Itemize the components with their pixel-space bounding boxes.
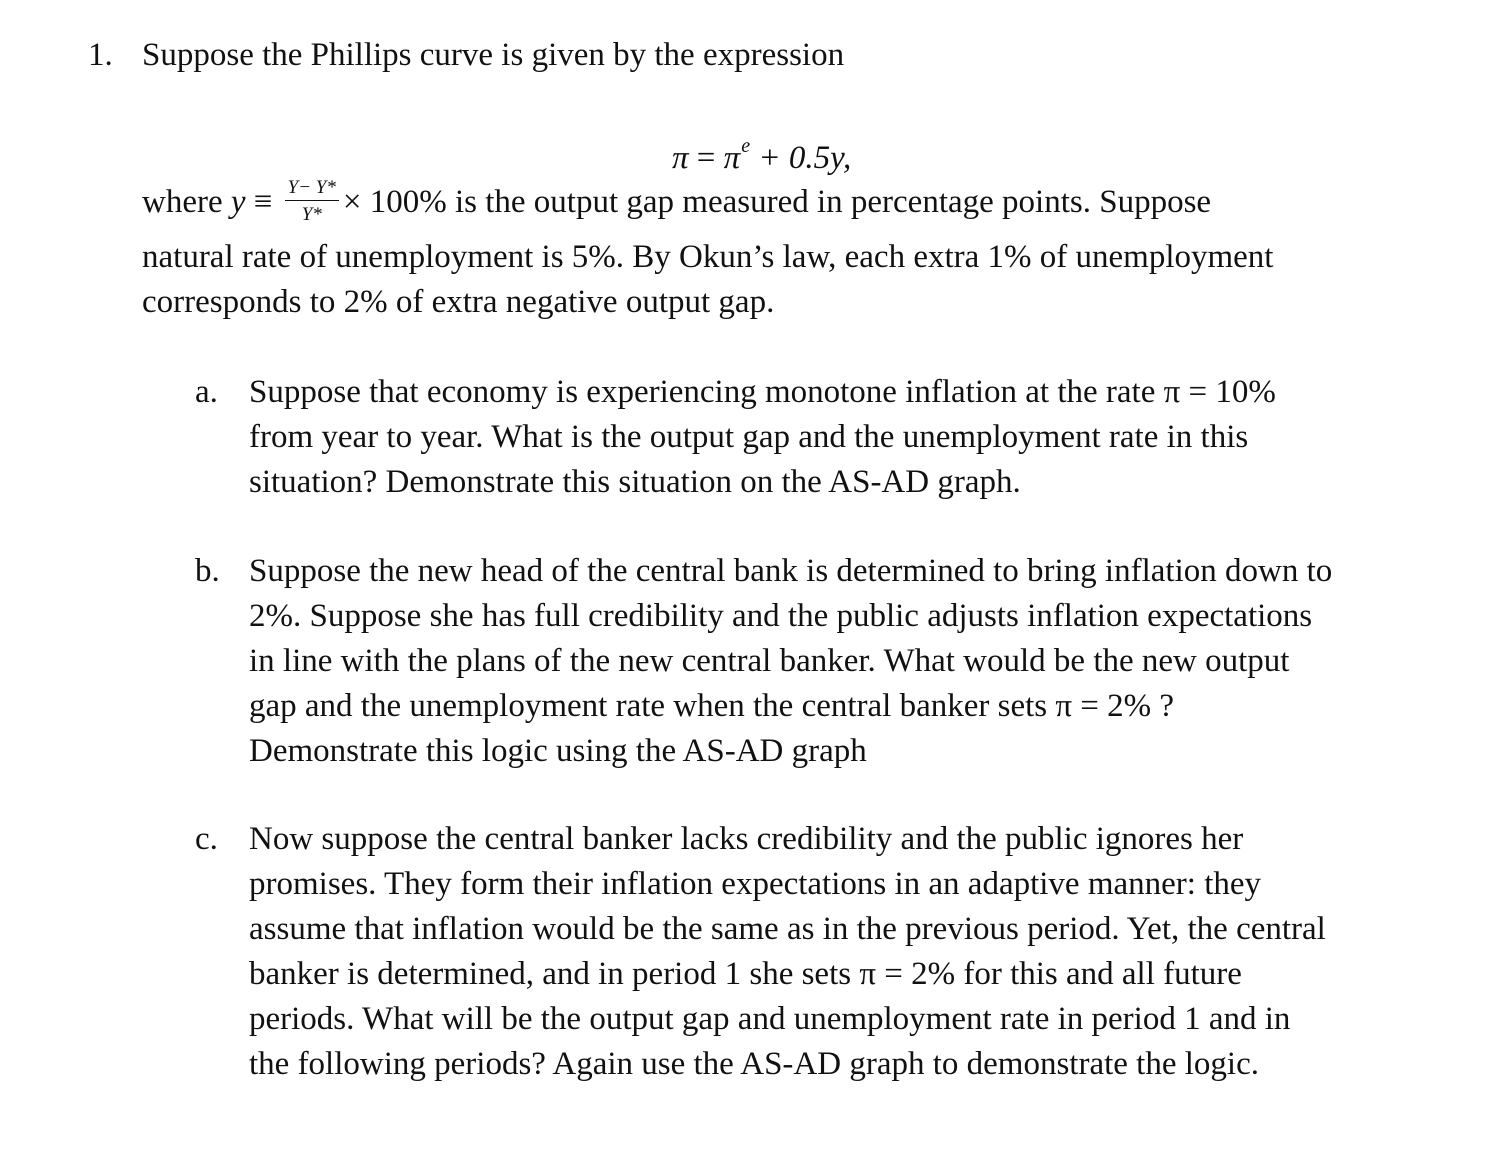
definition-prefix: where xyxy=(142,184,231,220)
part-line: periods. What will be the output gap and unemployment rate in period 1 and in xyxy=(249,1001,1291,1037)
part-line: promises. They form their inflation expectations in an adaptive manner: they xyxy=(249,866,1262,902)
part-line: the following periods? Again use the AS-AD graph to demonstrate the logic. xyxy=(249,1046,1259,1082)
part-line: Suppose the new head of the central bank is determined to bring inflation down to xyxy=(249,553,1333,589)
paragraph-line: natural rate of unemployment is 5%. By Okun’s law, each extra 1% of unemployment xyxy=(142,239,1274,275)
part-line: Demonstrate this logic using the AS-AD graph xyxy=(249,733,867,769)
equation-superscript: e xyxy=(741,135,751,157)
part-a-letter: a. xyxy=(195,374,218,410)
part-c-letter: c. xyxy=(195,821,218,857)
equation-rhs-rest: + 0.5y, xyxy=(750,140,852,176)
definition-variable: y xyxy=(230,184,246,220)
part-line: in line with the plans of the new central banker. What would be the new output xyxy=(249,643,1290,679)
part-line: Now suppose the central banker lacks credibility and the public ignores her xyxy=(249,821,1244,857)
output-gap-fraction xyxy=(285,178,339,225)
problem-number: 1. xyxy=(88,37,113,73)
equation-rhs-var: π xyxy=(723,140,741,176)
part-c-text xyxy=(249,817,1449,1087)
problem-paragraph xyxy=(142,235,1422,325)
part-b-text xyxy=(249,549,1449,774)
part-line: 2%. Suppose she has full credibility and the public adjusts inflation expectations xyxy=(249,598,1313,634)
fraction-denominator: Y* xyxy=(301,203,322,225)
part-line: Suppose that economy is experiencing monotone inflation at the rate π = 10% xyxy=(249,374,1276,410)
part-line: gap and the unemployment rate when the central banker sets π = 2% ? xyxy=(249,688,1175,724)
equation-lhs: π xyxy=(672,140,689,176)
definition-equiv: ≡ xyxy=(245,184,273,220)
part-line: from year to year. What is the output gap and the unemployment rate in this xyxy=(249,419,1249,455)
part-a-text xyxy=(249,370,1449,505)
equation-equals: = xyxy=(688,140,724,176)
part-b-letter: b. xyxy=(195,553,220,589)
fraction-numerator: Y− Y* xyxy=(285,178,339,201)
phillips-curve-equation xyxy=(672,128,851,181)
part-line: assume that inflation would be the same as in the previous period. Yet, the central xyxy=(249,911,1326,947)
part-line: banker is determined, and in period 1 she sets π = 2% for this and all future xyxy=(249,956,1242,992)
part-line: situation? Demonstrate this situation on the AS-AD graph. xyxy=(249,464,1021,500)
paragraph-line: corresponds to 2% of extra negative output gap. xyxy=(142,284,775,320)
problem-intro: Suppose the Phillips curve is given by the expression xyxy=(142,37,845,73)
output-gap-definition xyxy=(142,176,1212,228)
definition-suffix: × 100% is the output gap measured in percentage points. Suppose xyxy=(342,184,1212,220)
